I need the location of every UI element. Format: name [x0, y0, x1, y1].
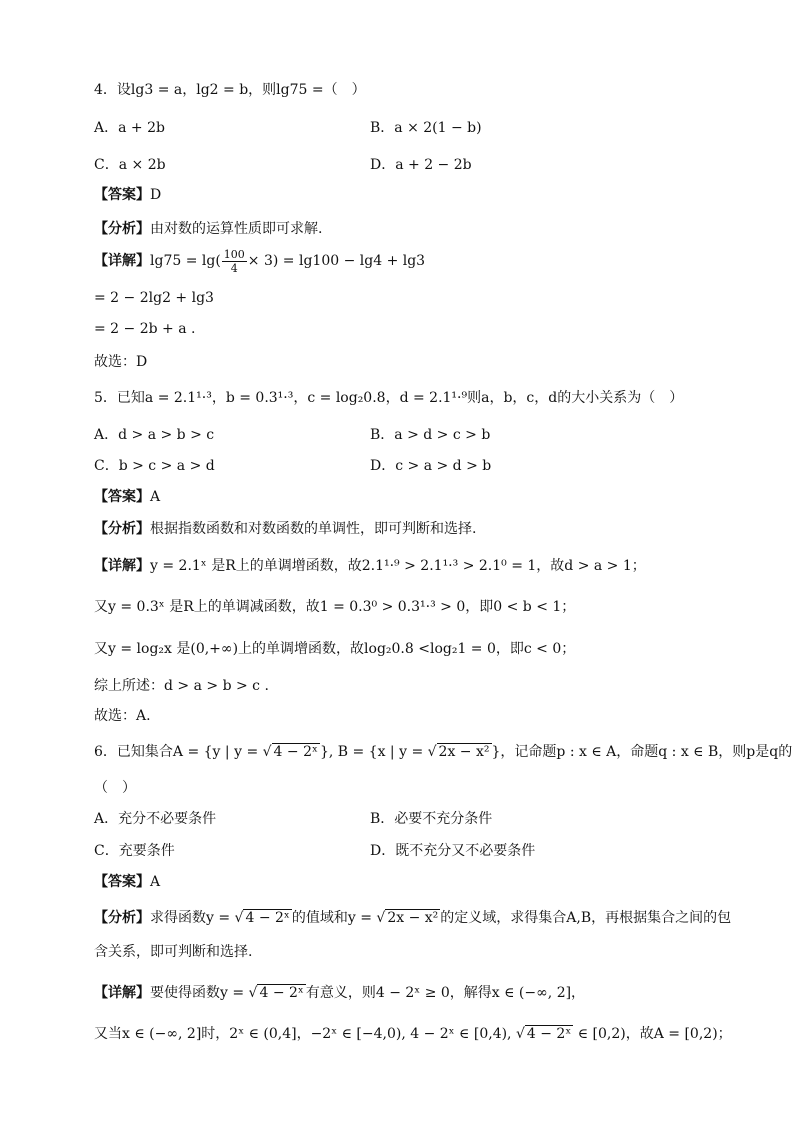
q5-analysis	[94, 519, 476, 539]
q6-analysis-line2: 含关系，即可判断和选择.	[94, 944, 253, 960]
q5-choose: 故选：A.	[94, 708, 151, 724]
q5-detail-line1	[94, 556, 646, 576]
q4-option-a: A．a + 2b	[94, 120, 165, 136]
q4-detail-line2: = 2 − 2lg2 + lg3	[94, 290, 214, 306]
q4-choose: 故选：D	[94, 354, 148, 370]
detail-text: lg75 = lg(	[150, 253, 221, 269]
q4-analysis	[94, 219, 322, 239]
q5-stem: 5．已知a = 2.1¹·³，b = 0.3¹·³，c = log₂0.8，d = 2.1¹·⁹则a，b，c，d的大小关系为（ ）	[94, 390, 684, 406]
answer-value: A	[150, 489, 161, 505]
q6-option-d: D．既不充分又不必要条件	[370, 843, 536, 859]
q5-detail-line2: 又y = 0.3ˣ 是R上的单调减函数，故1 = 0.3⁰ > 0.3¹·³ > 0，即0 < b < 1；	[94, 599, 576, 615]
detail-text: y = 2.1ˣ 是R上的单调增函数，故2.1¹·⁹ > 2.1¹·³ > 2.1⁰ = 1，故d > a > 1；	[150, 558, 646, 574]
q5-summary: 综上所述：d > a > b > c .	[94, 678, 269, 694]
analysis-text: 的定义域，求得集合A,B，再根据集合之间的包	[440, 910, 732, 926]
analysis-tag: 【分析】	[94, 221, 150, 237]
detail-tag: 【详解】	[94, 253, 150, 269]
fraction-denominator: 4	[230, 261, 238, 275]
q6-detail-line1: 【详解】要使得函数y = √ 4 − 2ˣ 有意义，则4 − 2ˣ ≥ 0，解得x ∈ (−∞, 2]，	[94, 985, 586, 1001]
q6-paren: （ ）	[94, 780, 136, 796]
stem-text: 6．已知集合A = {y | y =	[94, 744, 263, 760]
answer-value: A	[150, 874, 161, 890]
q4-option-c: C．a × 2b	[94, 157, 166, 173]
q5-detail-line3: 又y = log₂x 是(0,+∞)上的单调增函数，故log₂0.8 <log₂1 = 0，即c < 0；	[94, 641, 576, 657]
q6-detail-line2: 又当x ∈ (−∞, 2]时，2ˣ ∈ (0,4]，−2ˣ ∈ [−4,0), 4 − 2ˣ ∈ [0,4), √ 4 − 2ˣ ∈ [0,2)，故A = [0,2)；	[94, 1026, 732, 1042]
q5-option-b: B．a > d > c > b	[370, 427, 491, 443]
detail-text: 有意义，则4 − 2ˣ ≥ 0，解得x ∈ (−∞, 2]，	[305, 985, 586, 1001]
detail-text: 又当x ∈ (−∞, 2]时，2ˣ ∈ (0,4]，−2ˣ ∈ [−4,0), 4 − 2ˣ ∈ [0,4),	[94, 1026, 516, 1042]
fraction-numerator: 100	[223, 247, 245, 261]
fraction	[222, 248, 247, 275]
q5-option-d: D．c > a > d > b	[370, 458, 492, 474]
answer-tag: 【答案】	[94, 489, 150, 505]
analysis-text: 的值域和y =	[291, 910, 377, 926]
analysis-text: 由对数的运算性质即可求解.	[150, 221, 323, 237]
analysis-tag: 【分析】	[94, 910, 150, 926]
radical: 4 − 2ˣ	[259, 985, 304, 1001]
analysis-text: 求得函数y =	[150, 910, 235, 926]
detail-tag: 【详解】	[94, 558, 150, 574]
q6-option-a: A．充分不必要条件	[94, 811, 217, 827]
detail-text: ∈ [0,2)，故A = [0,2)；	[573, 1026, 732, 1042]
detail-text: 要使得函数y =	[150, 985, 249, 1001]
analysis-text: 根据指数函数和对数函数的单调性，即可判断和选择.	[150, 521, 477, 537]
q4-answer	[94, 185, 161, 205]
q6-stem: 6．已知集合A = {y | y = √ 4 − 2ˣ }, B = {x | y = √ 2x − x² }，记命题p : x ∈ A，命题q : x ∈ B，则p是q的	[94, 744, 793, 760]
q5-answer	[94, 487, 160, 507]
radical: 4 − 2ˣ	[273, 744, 318, 760]
detail-text: × 3) = lg100 − lg4 + lg3	[247, 253, 426, 269]
analysis-tag: 【分析】	[94, 521, 150, 537]
q6-answer	[94, 872, 160, 892]
detail-tag: 【详解】	[94, 985, 150, 1001]
answer-tag: 【答案】	[94, 187, 150, 203]
q6-option-c: C．充要条件	[94, 843, 175, 859]
q4-detail-line1	[94, 246, 425, 276]
q4-option-b: B．a × 2(1 − b)	[370, 120, 482, 136]
q6-analysis-line1: 【分析】求得函数y = √ 4 − 2ˣ 的值域和y = √ 2x − x² 的定义域，求得集合A,B，再根据集合之间的包	[94, 910, 732, 926]
q5-option-c: C．b > c > a > d	[94, 458, 215, 474]
stem-text: }，记命题p : x ∈ A，命题q : x ∈ B，则p是q的	[491, 744, 793, 760]
q5-option-a: A．d > a > b > c	[94, 427, 215, 443]
radical: 2x − x²	[387, 910, 439, 926]
answer-value: D	[150, 187, 162, 203]
q4-stem: 4．设lg3 = a，lg2 = b，则lg75 =（ ）	[94, 82, 366, 98]
radical: 4 − 2ˣ	[245, 910, 290, 926]
q4-detail-line3: = 2 − 2b + a .	[94, 321, 196, 337]
radical: 2x − x²	[438, 744, 490, 760]
q4-option-d: D．a + 2 − 2b	[370, 157, 472, 173]
radical: 4 − 2ˣ	[526, 1026, 572, 1042]
stem-text: }, B = {x | y =	[319, 744, 428, 760]
answer-tag: 【答案】	[94, 874, 150, 890]
q6-option-b: B．必要不充分条件	[370, 811, 493, 827]
